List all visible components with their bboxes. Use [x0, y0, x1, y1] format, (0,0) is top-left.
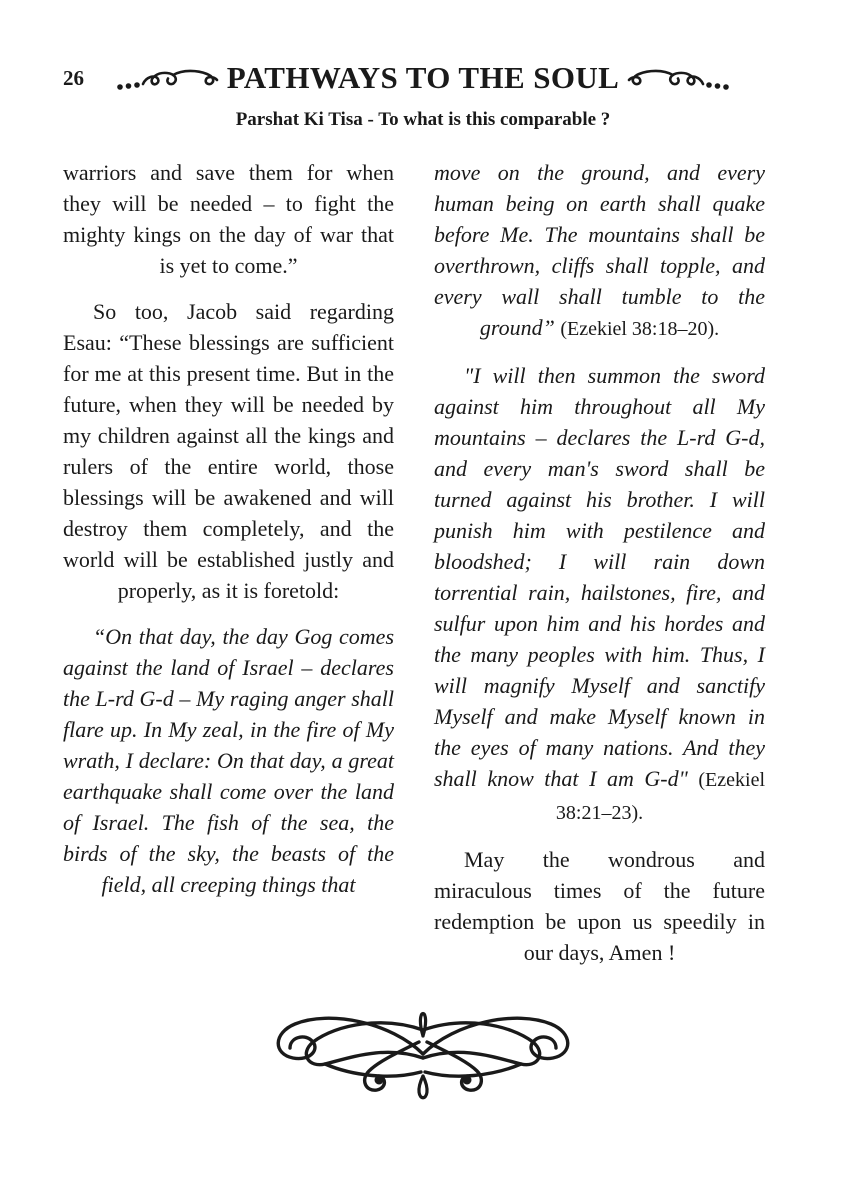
chapter-subtitle: Parshat Ki Tisa - To what is this comparable ? — [235, 109, 611, 130]
quote-text: move on the ground, and every human being on earth shall quake before Me. The mountains shall be overthrown, cliffs shall topple, and every wall shall tumble to the ground” — [434, 160, 765, 340]
calligraphic-flourish-icon — [233, 998, 613, 1110]
quote-text: "I will then summon the sword against him throughout all My mountains – declares the L-rd G-d, and every man's sword shall be turned against his brother. I will punish him with pestilence and bloodshed; I will rain down torrential rain, hailstones, fire, and sulfur upon him and his hordes and the many peoples with him. Thus, I will magnify Myself and sanctify Myself and make Myself known in the eyes of many nations. And they shall know that I am G-d" — [434, 363, 765, 791]
scripture-citation: (Ezekiel 38:18–20). — [560, 318, 720, 340]
paragraph: warriors and save them for when they will be needed – to fight the mighty kings on the day of war that is yet to come.” — [63, 160, 394, 278]
page-header — [0, 0, 846, 131]
header-swirl-right-icon — [627, 62, 731, 94]
right-column — [434, 157, 765, 968]
title-row — [0, 58, 846, 98]
paragraph: May the wondrous and miraculous times of the future redemption be upon us speedily in our days, Amen ! — [434, 847, 765, 965]
book-title: PATHWAYS TO THE SOUL — [226, 60, 620, 95]
paragraph: So too, Jacob said regarding Esau: “These blessings are sufficient for me at this present time. But in the future, when they will be needed by my children against all the kings and rulers of the entire world, those blessings will be awakened and will destroy them completely, and the world will be established justly and properly, as it is foretold: — [63, 299, 394, 603]
page-number: 26 — [63, 66, 84, 90]
text-columns — [63, 157, 765, 968]
footer-ornament — [0, 998, 846, 1110]
paragraph-quote — [434, 360, 765, 829]
scripture-citation: (Ezekiel 38:21–23). — [555, 769, 765, 824]
paragraph-quote: “On that day, the day Gog comes against the land of Israel – declares the L-rd G-d – My raging anger shall flare up. In My zeal, in the fire of My wrath, I declare: On that day, a great earthquake shall come over the land of Israel. The fish of the sea, the birds of the sky, the beasts of the field, all creeping things that — [63, 624, 394, 897]
paragraph-quote — [434, 157, 765, 345]
left-column — [63, 157, 394, 968]
header-swirl-left-icon — [115, 62, 219, 94]
